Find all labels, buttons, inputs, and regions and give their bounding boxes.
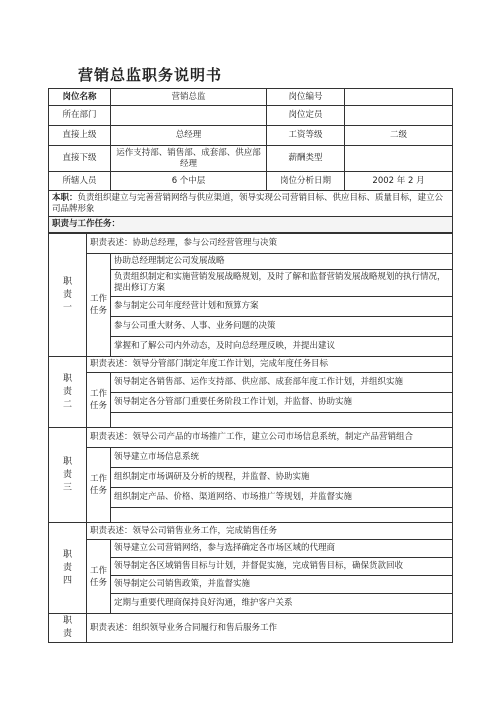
label-pay-type: 薪酬类型 xyxy=(267,146,345,172)
duty5-statement-row xyxy=(49,614,453,643)
duty2-task-2: 领导制定各分管部门重要任务阶段工作计划，并监督、协助实施 xyxy=(111,393,453,413)
duty3-statement: 职责表述：领导公司产品的市场推广工作，建立公司市场信息系统，制定产品营销组合 xyxy=(87,428,453,448)
duty4-task-label: 工作 任务 xyxy=(87,540,111,614)
info-row-name xyxy=(49,89,453,106)
duty1-statement: 职责表述：协助总经理，参与公司经营管理与决策 xyxy=(87,234,453,254)
duty1-task-1: 协助总经理制定公司发展战略 xyxy=(111,254,453,270)
info-row-department xyxy=(49,106,453,126)
value-position-name: 营销总监 xyxy=(111,89,267,106)
duty4-statement: 职责表述：领导公司销售业务工作，完成销售任务 xyxy=(87,523,453,540)
duty5-heading: 职 责 xyxy=(49,614,87,643)
value-subordinates: 运作支持部、销售部、成套部、供应部经理 xyxy=(111,146,267,172)
value-headcount xyxy=(345,106,453,126)
duty2-statement: 职责表述：领导分管部门制定年度工作计划，完成年度任务目标 xyxy=(87,357,453,373)
duty3-task-3: 组织制定产品、价格、渠道网络、市场推广等规划，并监督实施 xyxy=(111,488,453,508)
duty3-task-label: 工作 任务 xyxy=(87,448,111,523)
label-analysis-date: 岗位分析日期 xyxy=(267,172,345,191)
label-headcount: 岗位定员 xyxy=(267,106,345,126)
duty1-statement-row xyxy=(49,234,453,254)
duties-header-row xyxy=(49,217,453,233)
duty3-heading: 职 责 三 xyxy=(49,428,87,523)
summary-row xyxy=(49,191,453,217)
duty2-heading: 职 责 二 xyxy=(49,357,87,428)
duty1-task-4: 参与公司重大财务、人事、业务问题的决策 xyxy=(111,317,453,337)
info-table xyxy=(48,88,453,233)
duty3-task-1: 领导建立市场信息系统 xyxy=(111,448,453,468)
info-row-staff xyxy=(49,172,453,191)
duty4-task-2: 领导制定各区域销售目标与计划，并督促实施，完成销售目标，确保货款回收 xyxy=(111,558,453,576)
value-analysis-date: 2002 年 2 月 xyxy=(345,172,453,191)
duty1-task-3: 参与制定公司年度经营计划和预算方案 xyxy=(111,297,453,317)
value-salary-grade: 二级 xyxy=(345,126,453,146)
duties-header: 职责与工作任务： xyxy=(49,217,453,233)
label-department: 所在部门 xyxy=(49,106,111,126)
duty1-task-label: 工作 任务 xyxy=(87,254,111,357)
label-position-code: 岗位编号 xyxy=(267,89,345,106)
duty4-task-row xyxy=(49,540,453,558)
summary-label: 本职： xyxy=(52,192,78,203)
label-superior: 直接上级 xyxy=(49,126,111,146)
label-staff: 所辖人员 xyxy=(49,172,111,191)
duty1-task-5: 掌握和了解公司内外动态，及时向总经理反映，并提出建议 xyxy=(111,337,453,357)
value-position-code xyxy=(345,89,453,106)
duty4-task-4: 定期与重要代理商保持良好沟通，维护客户关系 xyxy=(111,594,453,614)
value-department xyxy=(111,106,267,126)
duty1-heading: 职 责 一 xyxy=(49,234,87,357)
duty4-task-3: 领导制定公司销售政策，并监督实施 xyxy=(111,576,453,594)
value-pay-type xyxy=(345,146,453,172)
summary-cell xyxy=(49,191,453,217)
summary-text: 负责组织建立与完善营销网络与供应渠道，领导实现公司营销目标、供应目标、质量目标，建立公司品牌形象 xyxy=(52,192,444,214)
duty2-task-row xyxy=(49,373,453,393)
duty3-task-blank xyxy=(111,508,453,523)
value-staff: 6 个中层 xyxy=(111,172,267,191)
duty1-task-row xyxy=(49,254,453,270)
duty4-task-1: 领导建立公司营销网络，参与选择确定各市场区域的代理商 xyxy=(111,540,453,558)
label-position-name: 岗位名称 xyxy=(49,89,111,106)
value-superior: 总经理 xyxy=(111,126,267,146)
duty3-task-2: 组织制定市场调研及分析的规程，并监督、协助实施 xyxy=(111,468,453,488)
info-row-superior xyxy=(49,126,453,146)
duty4-statement-row xyxy=(49,523,453,540)
page-title: 营销总监职务说明书 xyxy=(78,66,223,84)
duty1-task-2: 负责组织制定和实施营销发展战略规划，及时了解和监督营销发展战略规划的执行情况，提出修订方案 xyxy=(111,270,453,297)
duties-table xyxy=(48,233,453,643)
duty2-task-1: 领导制定各销售部、运作支持部、供应部、成套部年度工作计划，并组织实施 xyxy=(111,373,453,393)
label-salary-grade: 工资等级 xyxy=(267,126,345,146)
info-row-subordinates xyxy=(49,146,453,172)
job-description-table xyxy=(48,88,452,643)
duty4-heading: 职 责 四 xyxy=(49,523,87,614)
duty3-statement-row xyxy=(49,428,453,448)
duty5-statement: 职责表述：组织领导业务合同履行和售后服务工作 xyxy=(87,614,453,643)
label-subordinates: 直接下级 xyxy=(49,146,111,172)
duty3-task-row xyxy=(49,448,453,468)
duty2-statement-row xyxy=(49,357,453,373)
duty2-task-blank xyxy=(111,413,453,428)
duty2-task-label: 工作 任务 xyxy=(87,373,111,428)
